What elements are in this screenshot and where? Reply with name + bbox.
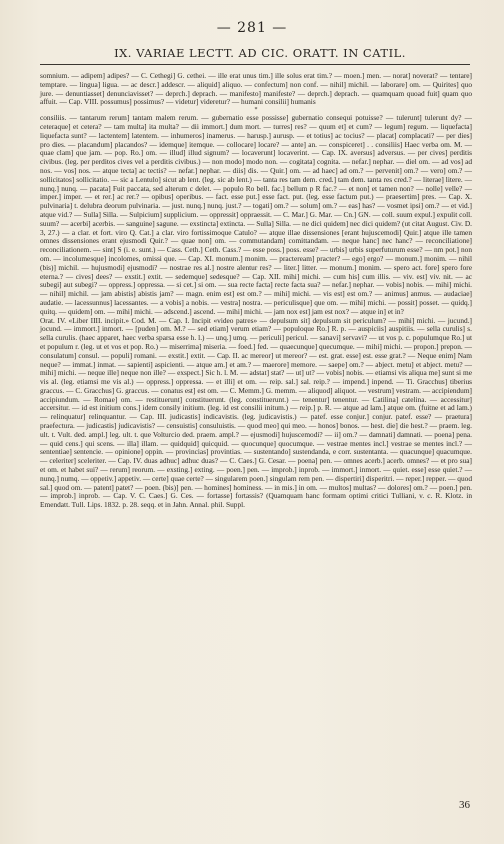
signature-mark: 36 — [459, 799, 470, 811]
page-number: — 281 — — [216, 20, 288, 36]
header-rule — [40, 64, 470, 65]
paragraph-2: consiliis. — tantarum rerum] tantam malem rerum. — gubernatio esse possisse] gubernatio consequi potuisse? — tulerunt] tulerunt dy? — ceteraque] et cetera? — tam multa] ita multa? — dii immort.] dum mort. — turres] res? — quum et] et cum? — legum] regum. — liquefacta] liquefacta sunt? — lactentem] latentem. — inhumeros] inamerus. — harusp.] aurusp. — et totius] ac tocius? — placat] complacati? — per dies] pro dies. — placandum] placandos? — idemque] itemque. — collocare] locare? — ante] an. — conspiceret] . . consiliis] Haec verba om. M. — quae clam] que jam. — pop. Ro.] om. — illud] illud signum? — locaverunt] locaverint. — Cap. IX. aversus] adversus. — per cives] perditis civibus. (leg. per perditos cives vel a perditis civibus.) — non modo] modo non. — cogitata] cognita. — nefar.] nephar. — diel om. — ad vos] ad nos. — vos] nos. — atque tecta] ac tectis? — nefar.] nephar. — diis] dis. — Quir.] om. — ad haec] ad om.? — pervenit] om.? — vero] om.? — sollicitatos] sollicitatio. — sic a Lentulo] sicut ab lent. (leg. sic ab lent.) — tanta res tam dem. cred.] tam dem. tanta res cred.? — literae] litere. — nunq.] nunq. — pacata] Fuit paccata, sed alterum c delet. — populo Ro bell. fac.] bellum p R fac.? — et non] et tamen non? — nolle] velle? — imper.] imper. — et rer.] ac rer.? — opibus] operibus. — fact. esse put.] esse fact. put. (leg. esse factum put.) — praesertim] pres. — Cap. X. pulvinaria] t. delubra deorum pulvinaria. — just. nunq.] nunq. just.? — togati] om.? — solum] om.? — eas] has? — vosmet ipsi] om.? — et vid.] atque vid.? — Sulla] Silla. — Sulpicium] supplicium. — oppressit] oppraessit. — C. Mar.] G. Mar. — Cn.] GN. — coll. suum expul.] expulit coll. suum? — acerbi] acerbis. — sanguine] sagune. — exstincta] extincta. — Sulla] Silla. — ne dici quidem] nec dici quidem? (ut citat August. Civ. D. 3, 27.) — a clar. et fort. viro Q. Cat.] a clar. viro fortissimoque Catulo? — atque illae dissensiones [erant hujuscemodi] Quir.] atque ille tamen omnes dissensiones erant ejusmodi Quir.? — quae non] om. — commutandam] comittandam. — neque hanc] nec hanc? — reconciliatione] reconciliationem. — sint] S (i. e. sunt.) — Cass. Ceth.] Ceth. Cass.? — esse poss.] poss. esse? — urbis] urbis superfuturum esse? — nm pot.] non om. — incolumesque] incolomes, omissi que. — Cap. XI. monum.] monim. — practeream] practer? — ego] ergo? — monum.] monim. — nihil (bis)] michil. — hujusmodi] ejusmodi? — nostrae res al.] nostre alentur res? — liter.] litter. — monum.] monim. — spero act. fore] spero fore eterna.? — cives] dees? — exstit.] extit. — sedemque] sedesque? — Cap. XII. mihi] michi. — cum his] cum illis. — viv. est] viv. nit. — ac subegi] aut subegi? — oppress.] oppressa. — si cet.] si om. — sua recte facta] recte facta sua? — nefar.] nephar. — vobis] nobis. — mihi] michi. — nihil] michil. — jam abistis] abistis jam? — magn. enim est] est om.? — mihi] michi. — vis est] est om.? — animus] anmus. — audaciae] audatie. — lacessunnus] lacessantes. — a vobis] a nobis. — vestra] nostra. — periculisque] que om. — mihi] michi. — possit] posset. — quidq.] quitq. — quidem] om. — mihi] michi. — adscend.] ascend. — mihi] michi. — jam nox est] jam est nox? — atque in] et in? — [40, 113, 472, 316]
body-text — [40, 72, 472, 510]
paragraph-1: somnium. — adipem] adipes? — C. Cethegi] G. cethei. — ille erat unus tim.] ille solus erat tim.? — moen.] men. — norat] noverat? — tentare] temptare. — lingua] ligua. — ac descr.] addescr. — aliquid] aliquo. — confectum] non conf. — nihil] michil. — laborare] om. — Quirites] quo jure. — denuntiasset] denunciavisset? — deprch.] deprach. — manifesto] manifeste? — deprch.] deprach. — quamquam quoad fuit] quam quo affuit. — Cap. VIII. possumus] possimus? — videtur] videretur? — humani consilii] humanis — [40, 71, 472, 107]
running-head: IX. VARIAE LECTT. AD CIC. ORATT. IN CATIL. — [114, 46, 406, 60]
section-divider: * — [254, 107, 258, 114]
paragraph-3: Orat. IV. «Liber IIII. incipit.» Cod. M. — Cap. I. Incipit «video patres» — depulsum sit] depulsum sit periculum? — mihi] michi. — jucund.] jocund. — immort.] inmort. — [puden] om. M.? — sed etiam] verum etiam? — populoque Ro.] R. p. — auspiciis] auspitiis. — sella curulis] s. sella curulis. (haec apparet, haec verba sparsa esse h. l.) — unq.] umq. — periculi] pericul. — sanavi] servavi? — ut vos p. c. populumque Ro.] ut et populum r. (leg. ut et vos et pop. Ro.) — miserrima] miseria. — foed.] fed. — quaecunque] quecumque. — mihi] michi. — propon.] prepon. — consulatum] consul. — populi] romani. — exstit.] extit. — Cap. II. ac mereor] ut mereor? — est. grat. esse] est. esse grat.? — Neque enim] Nam neque? — immat.] inmat. — sapienti] aspicienti. — atque am.] et am.? — maerore] memore. — saepe] om.? — abject. metu] et abject. metu? — mihi] michi. — neque ille] neque non ille? — exspect.] Sic h. l. M. — adstat] stat? — ut] ut? — vobis] nobis. — etiamsi vis aliqua me] sunt si me vis al. (leg. etiamsi me vis al.) — oppress.] oppressa. — et illi] et om. — reip. sal.] sal. reip.? — impend.] inpend. — Ti. Gracchus] tiberius graccus. — C. Gracchus] G. graccus. — conatus est] est om. — C. Memm.] G. memm. — aliquod] aliquot. — vestrum] vestram. — accipiendum] accipiundum. — Romae] om. — restituerunt] constituerunt. (leg. constituerunt.) — tenentur] tenentur. — Catilina] catelina. — accessitur] accersitur. — id est initium cons.] idem consily initium. (leg. id est consilii initum.) — reip.] p. R. — atque ad lam.] atque om. (fuitne et ad lam.) — relinquatur] relinquantur. — Cap. III. judicastis] indicavistis. (leg. judicavistis.) — patef. esse conjur.] conjur. patef. esse? — praetura] praefectura. — judicastis] judicavistis? — censuistis] consuluistis. — quod meo] qui meo. — honos] bonos. — hest. die] die hest.? — praem. leg. ult. t. Vult. ded. ampl.] leg. ult. t. que Volturcio ded. praem. ampl.? — ejusmodi] hujuscemodi? — ii] om.? — damnati] damnati. — poena] pena. — quid cens.] qui scens. — illa] illam. — quidquid] quicquid. — quocunque] quocumque. — vestrae mentes incl.] vestrae se mentes incl.? — sententiae] sentencie. — opinione] oppin. — provincias] provintias. — sustentando] sustendanda, e corr. sustentanta. — quacunque] quacumque. — celeriter] sceleriter. — Cap. IV. duas adhuc] adhuc duas? — C. Caes.] G. Cesar. — poena] pen. — omnes acerb.] acerb. omnes? — et pro sua] et om. et habet sui? — rerum] reorum. — exsting.] exting. — poen.] pen. — improb.] inprob. — immort.] inmort. — quiet. esse] esse quiet.? — nunq.] numq. — oppetiv.] appetiv. — certe] quae certe? — singularem poen.] singulam rem pen. — dispertiri] disperitri. — reper.] repper. — quod sal.] quod om. — patent] patet? — poen. (bis)] pen. — homines] hominess. — in mis.] in om. — multos] multas? — dolores] om.? — poen.] pen. — improb.] inprob. — Cap. V. C. Caes.] G. Ces. — fortasse] fortassis? (Quamquam hanc formam optimi critici Tulliani, v. c. R. Klotz. in Emendatt. Tull. Lips. 1832. p. 28. seqq. et in Jahn. Annal. phil. Suppl. — [40, 315, 472, 510]
